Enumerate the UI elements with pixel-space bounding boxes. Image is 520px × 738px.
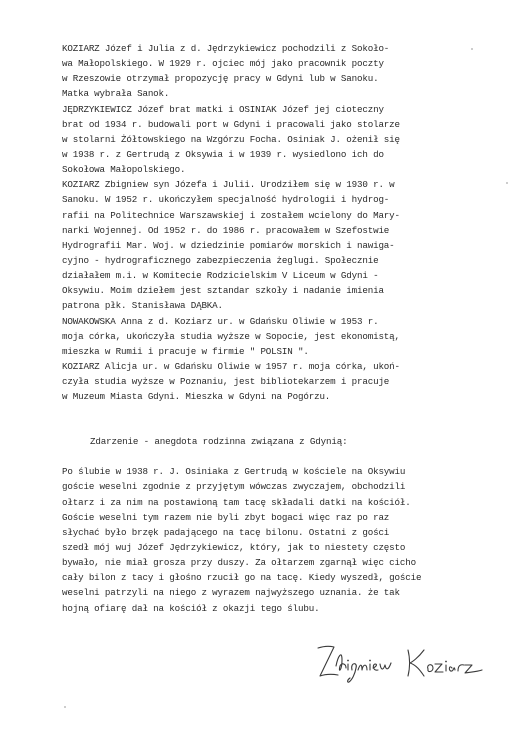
text-line: Hydrografii Mar. Woj. w dziedzinie pomiarów morskich i nawiga- (62, 239, 395, 251)
text-line: Goście weselni tym razem nie byli zbyt bogaci więc raz po raz (62, 511, 390, 523)
text-line: brat od 1934 r. budowali port w Gdyni i pracowali jako stolarze (62, 118, 400, 130)
anecdote-section (62, 434, 472, 616)
text-line: JĘDRZYKIEWICZ Józef brat matki i OSINIAK Józef jej cioteczny (62, 103, 384, 115)
text-line: bywało, nie miał grosza przy duszy. Za ołtarzem zgarnął więc cicho (62, 557, 416, 569)
text-line: w Muzeum Miasta Gdyni. Mieszka w Gdyni na Pogórzu. (62, 391, 331, 403)
text-line: działałem m.i. w Komitecie Rodzicielskim V Liceum w Gdyni - (62, 270, 379, 282)
text-line: czyła studia wyższe w Poznaniu, jest bibliotekarzem i pracuje (62, 376, 390, 388)
text-line: KOZIARZ Alicja ur. w Gdańsku Oliwie w 1957 r. moja córka, ukoń- (62, 360, 400, 372)
text-line: goście weselni zgodnie z przyjętym wówczas zwyczajem, obchodzili (62, 481, 406, 493)
text-line: Sanoku. W 1952 r. ukończyłem specjalność hydrologii i hydrog- (62, 194, 390, 206)
text-line: w Rzeszowie otrzymał propozycję pracy w Gdyni lub w Sanoku. (62, 73, 379, 85)
paper-speck (471, 48, 473, 50)
text-line: cyjno - hydrograficznego zabezpieczenia żeglugi. Społecznie (62, 254, 379, 266)
paper-speck (506, 182, 508, 184)
text-line: Po ślubie w 1938 r. J. Osiniaka z Gertrudą w kościele na Oksywiu (62, 466, 406, 478)
text-line: patrona płk. Stanisława DĄBKA. (62, 300, 223, 312)
anecdote-heading: Zdarzenie - anegdota rodzinna związana z Gdynią: (90, 436, 348, 447)
text-line: moja córka, ukończyła studia wyższe w Sopocie, jest ekonomistą, (62, 330, 400, 342)
text-line: Sokołowa Małopolskiego. (62, 164, 186, 176)
blank-line (62, 449, 472, 464)
text-line: słychać było brzęk padającego na tacę bilonu. Ostatni z gości (62, 526, 390, 538)
text-line: wa Małopolskiego. W 1929 r. ojciec mój jako pracownik poczty (62, 58, 384, 70)
text-line: w stolarni Żółtowskiego na Wzgórzu Focha. Osiniak J. ożenił się (62, 133, 400, 145)
text-line: NOWAKOWSKA Anna z d. Koziarz ur. w Gdańsku Oliwie w 1953 r. (62, 315, 379, 327)
text-line: mieszka w Rumii i pracuje w firmie " POLSIN ". (62, 345, 309, 357)
text-line: Matka wybrała Sanok. (62, 88, 170, 100)
text-line: Oksywiu. Moim dziełem jest sztandar szkoły i nadanie imienia (62, 285, 384, 297)
text-line: hojną ofiarę dał na kościół z okazji tego ślubu. (62, 602, 320, 614)
text-line: w 1938 r. z Gertrudą z Oksywia i w 1939 r. wysiedlono ich do (62, 148, 384, 160)
handwritten-signature (300, 636, 490, 696)
text-line: KOZIARZ Józef i Julia z d. Jędrzykiewicz pochodzili z Sokoło- (62, 43, 390, 54)
text-line: rafii na Politechnice Warszawskiej i zostałem wcielony do Mary- (62, 209, 400, 221)
text-line: narki Wojennej. Od 1952 r. do 1986 r. pracowałem w Szefostwie (62, 224, 390, 236)
paper-speck (64, 706, 66, 708)
text-line: KOZIARZ Zbigniew syn Józefa i Julii. Urodziłem się w 1930 r. w (62, 179, 395, 191)
signature-icon (300, 636, 490, 696)
text-line: ołtarz i za nim na postawioną tam tacę składali datki na kościół. (62, 496, 411, 508)
biography-section (62, 41, 472, 404)
text-line: szedł mój wuj Józef Jędrzykiewicz, który, jak to niestety często (62, 541, 406, 553)
text-line: weselni patrzyli na niego z wyrazem najwyższego uznania. że tak (62, 587, 400, 599)
text-line: cały bilon z tacy i głośno rzucił go na tacę. Kiedy wyszedł, goście (62, 572, 422, 584)
